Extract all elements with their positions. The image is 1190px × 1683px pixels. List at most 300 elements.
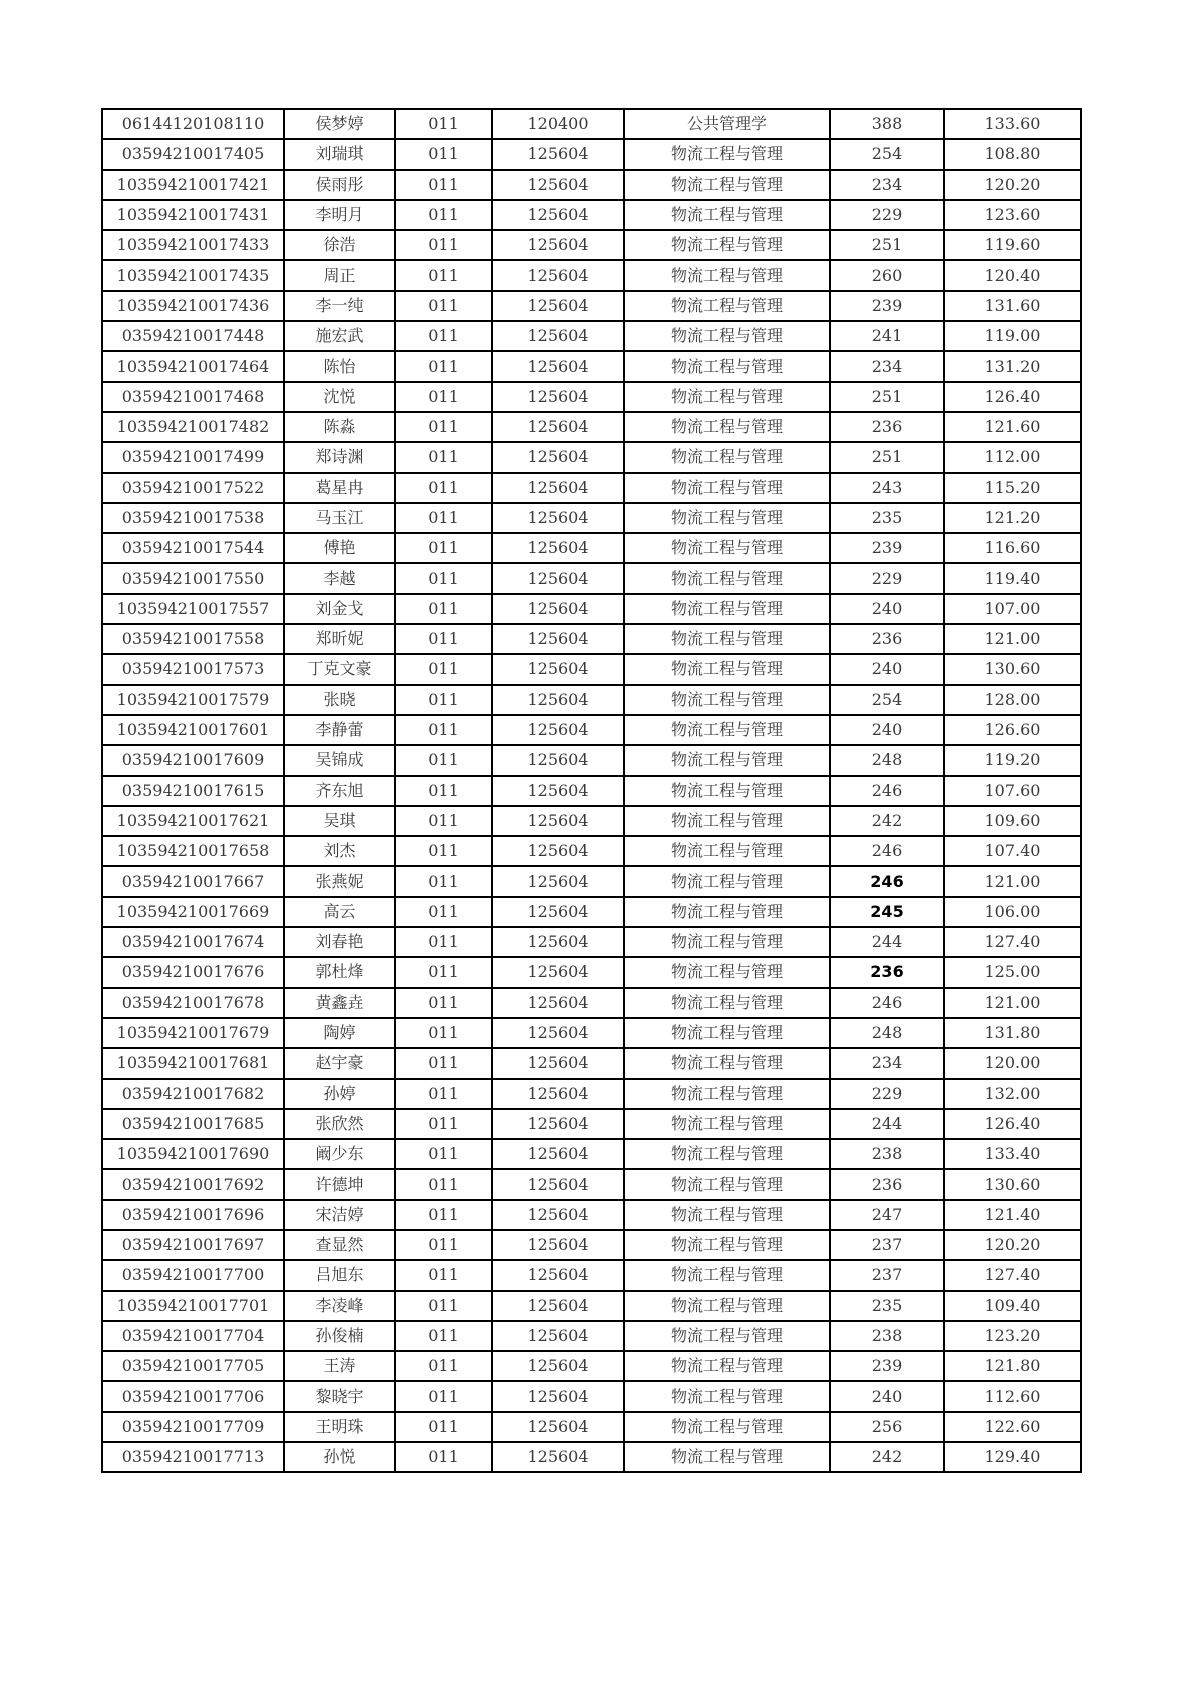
major-code-cell: 125604 [492,139,624,169]
unit-code-cell: 011 [395,563,492,593]
exam-score-cell: 235 [830,1291,944,1321]
retest-score-cell: 121.40 [944,1200,1081,1230]
major-code-cell: 125604 [492,654,624,684]
unit-code-cell: 011 [395,321,492,351]
major-code-cell: 125604 [492,1381,624,1411]
exam-score-cell: 246 [830,866,944,896]
retest-score-cell: 125.00 [944,957,1081,987]
candidate-name-cell: 李静蕾 [284,715,395,745]
candidate-id-cell: 03594210017685 [102,1109,284,1139]
retest-score-cell: 132.00 [944,1079,1081,1109]
unit-code-cell: 011 [395,836,492,866]
candidate-name-cell: 施宏武 [284,321,395,351]
retest-score-cell: 121.00 [944,624,1081,654]
table-row [102,1079,1081,1109]
unit-code-cell: 011 [395,170,492,200]
candidate-id-cell: 103594210017701 [102,1291,284,1321]
major-name-cell: 物流工程与管理 [624,897,830,927]
candidate-name-cell: 陈淼 [284,412,395,442]
unit-code-cell: 011 [395,1169,492,1199]
retest-score-cell: 126.40 [944,382,1081,412]
unit-code-cell: 011 [395,260,492,290]
exam-score-cell: 234 [830,170,944,200]
table-row [102,1291,1081,1321]
exam-score-cell: 239 [830,291,944,321]
candidate-name-cell: 吴琪 [284,806,395,836]
table-row [102,776,1081,806]
score-table [101,108,1082,1473]
table-row [102,291,1081,321]
retest-score-cell: 107.60 [944,776,1081,806]
candidate-id-cell: 03594210017667 [102,866,284,896]
candidate-id-cell: 03594210017544 [102,533,284,563]
retest-score-cell: 126.40 [944,1109,1081,1139]
retest-score-cell: 121.60 [944,412,1081,442]
candidate-id-cell: 103594210017679 [102,1018,284,1048]
candidate-id-cell: 06144120108110 [102,109,284,139]
unit-code-cell: 011 [395,139,492,169]
candidate-id-cell: 03594210017676 [102,957,284,987]
unit-code-cell: 011 [395,897,492,927]
candidate-id-cell: 03594210017706 [102,1381,284,1411]
candidate-name-cell: 黄鑫垚 [284,988,395,1018]
exam-score-cell: 229 [830,1079,944,1109]
exam-score-cell: 238 [830,1321,944,1351]
candidate-id-cell: 103594210017431 [102,200,284,230]
exam-score-cell: 240 [830,654,944,684]
candidate-id-cell: 103594210017435 [102,260,284,290]
candidate-name-cell: 郑诗渊 [284,442,395,472]
exam-score-cell: 239 [830,1351,944,1381]
retest-score-cell: 133.60 [944,109,1081,139]
major-name-cell: 物流工程与管理 [624,1018,830,1048]
table-row [102,533,1081,563]
candidate-name-cell: 宋洁婷 [284,1200,395,1230]
major-code-cell: 120400 [492,109,624,139]
table-row [102,321,1081,351]
unit-code-cell: 011 [395,776,492,806]
major-name-cell: 物流工程与管理 [624,1230,830,1260]
unit-code-cell: 011 [395,1260,492,1290]
candidate-id-cell: 03594210017538 [102,503,284,533]
major-code-cell: 125604 [492,1018,624,1048]
unit-code-cell: 011 [395,1321,492,1351]
major-code-cell: 125604 [492,1200,624,1230]
retest-score-cell: 123.60 [944,200,1081,230]
candidate-id-cell: 03594210017615 [102,776,284,806]
major-code-cell: 125604 [492,1109,624,1139]
major-name-cell: 物流工程与管理 [624,170,830,200]
major-name-cell: 物流工程与管理 [624,776,830,806]
exam-score-cell: 243 [830,473,944,503]
retest-score-cell: 112.00 [944,442,1081,472]
unit-code-cell: 011 [395,745,492,775]
candidate-id-cell: 103594210017557 [102,594,284,624]
candidate-id-cell: 103594210017658 [102,836,284,866]
major-name-cell: 物流工程与管理 [624,624,830,654]
major-code-cell: 125604 [492,533,624,563]
unit-code-cell: 011 [395,1381,492,1411]
table-row [102,1109,1081,1139]
candidate-name-cell: 赵宇豪 [284,1048,395,1078]
unit-code-cell: 011 [395,1018,492,1048]
retest-score-cell: 127.40 [944,1260,1081,1290]
candidate-id-cell: 03594210017468 [102,382,284,412]
unit-code-cell: 011 [395,473,492,503]
major-code-cell: 125604 [492,442,624,472]
retest-score-cell: 130.60 [944,1169,1081,1199]
retest-score-cell: 121.00 [944,866,1081,896]
major-name-cell: 公共管理学 [624,109,830,139]
table-row [102,230,1081,260]
major-name-cell: 物流工程与管理 [624,442,830,472]
candidate-id-cell: 03594210017704 [102,1321,284,1351]
exam-score-cell: 236 [830,624,944,654]
major-code-cell: 125604 [492,473,624,503]
candidate-id-cell: 103594210017436 [102,291,284,321]
table-row [102,1230,1081,1260]
major-name-cell: 物流工程与管理 [624,957,830,987]
exam-score-cell: 236 [830,412,944,442]
major-code-cell: 125604 [492,806,624,836]
candidate-name-cell: 孙婷 [284,1079,395,1109]
major-name-cell: 物流工程与管理 [624,594,830,624]
retest-score-cell: 127.40 [944,927,1081,957]
table-row [102,715,1081,745]
retest-score-cell: 131.60 [944,291,1081,321]
candidate-name-cell: 黎晓宇 [284,1381,395,1411]
exam-score-cell: 251 [830,442,944,472]
unit-code-cell: 011 [395,109,492,139]
table-row [102,109,1081,139]
unit-code-cell: 011 [395,200,492,230]
major-name-cell: 物流工程与管理 [624,927,830,957]
exam-score-cell: 247 [830,1200,944,1230]
candidate-id-cell: 03594210017700 [102,1260,284,1290]
candidate-name-cell: 周正 [284,260,395,290]
candidate-name-cell: 孙悦 [284,1442,395,1472]
retest-score-cell: 119.00 [944,321,1081,351]
major-code-cell: 125604 [492,1351,624,1381]
major-name-cell: 物流工程与管理 [624,988,830,1018]
unit-code-cell: 011 [395,1291,492,1321]
candidate-id-cell: 103594210017433 [102,230,284,260]
retest-score-cell: 112.60 [944,1381,1081,1411]
candidate-name-cell: 葛星冉 [284,473,395,503]
major-code-cell: 125604 [492,321,624,351]
table-row [102,927,1081,957]
unit-code-cell: 011 [395,957,492,987]
candidate-id-cell: 03594210017522 [102,473,284,503]
major-name-cell: 物流工程与管理 [624,1200,830,1230]
major-name-cell: 物流工程与管理 [624,1442,830,1472]
major-name-cell: 物流工程与管理 [624,260,830,290]
exam-score-cell: 234 [830,1048,944,1078]
exam-score-cell: 241 [830,321,944,351]
table-row [102,1260,1081,1290]
exam-score-cell: 388 [830,109,944,139]
candidate-id-cell: 103594210017464 [102,351,284,381]
exam-score-cell: 254 [830,139,944,169]
major-name-cell: 物流工程与管理 [624,1079,830,1109]
major-name-cell: 物流工程与管理 [624,473,830,503]
unit-code-cell: 011 [395,594,492,624]
table-row [102,866,1081,896]
candidate-id-cell: 03594210017674 [102,927,284,957]
candidate-id-cell: 103594210017579 [102,685,284,715]
candidate-id-cell: 03594210017692 [102,1169,284,1199]
candidate-name-cell: 刘瑞琪 [284,139,395,169]
table-row [102,351,1081,381]
major-name-cell: 物流工程与管理 [624,503,830,533]
major-name-cell: 物流工程与管理 [624,200,830,230]
candidate-name-cell: 侯梦婷 [284,109,395,139]
unit-code-cell: 011 [395,1200,492,1230]
major-name-cell: 物流工程与管理 [624,1109,830,1139]
major-code-cell: 125604 [492,1442,624,1472]
retest-score-cell: 130.60 [944,654,1081,684]
unit-code-cell: 011 [395,503,492,533]
candidate-name-cell: 郭杜烽 [284,957,395,987]
candidate-id-cell: 103594210017621 [102,806,284,836]
major-code-cell: 125604 [492,927,624,957]
exam-score-cell: 240 [830,715,944,745]
retest-score-cell: 119.20 [944,745,1081,775]
major-name-cell: 物流工程与管理 [624,1169,830,1199]
unit-code-cell: 011 [395,1351,492,1381]
major-name-cell: 物流工程与管理 [624,866,830,896]
exam-score-cell: 238 [830,1139,944,1169]
major-code-cell: 125604 [492,260,624,290]
major-name-cell: 物流工程与管理 [624,139,830,169]
retest-score-cell: 107.40 [944,836,1081,866]
retest-score-cell: 109.40 [944,1291,1081,1321]
candidate-id-cell: 103594210017690 [102,1139,284,1169]
major-code-cell: 125604 [492,200,624,230]
major-code-cell: 125604 [492,1291,624,1321]
major-name-cell: 物流工程与管理 [624,291,830,321]
candidate-name-cell: 齐东旭 [284,776,395,806]
table-row [102,745,1081,775]
candidate-name-cell: 吕旭东 [284,1260,395,1290]
candidate-name-cell: 张燕妮 [284,866,395,896]
retest-score-cell: 115.20 [944,473,1081,503]
table-row [102,1139,1081,1169]
major-name-cell: 物流工程与管理 [624,1321,830,1351]
retest-score-cell: 129.40 [944,1442,1081,1472]
table-row [102,685,1081,715]
unit-code-cell: 011 [395,654,492,684]
major-code-cell: 125604 [492,291,624,321]
major-code-cell: 125604 [492,1412,624,1442]
candidate-name-cell: 郑昕妮 [284,624,395,654]
candidate-id-cell: 03594210017573 [102,654,284,684]
major-name-cell: 物流工程与管理 [624,654,830,684]
exam-score-cell: 248 [830,745,944,775]
exam-score-cell: 240 [830,1381,944,1411]
major-name-cell: 物流工程与管理 [624,1260,830,1290]
table-row [102,139,1081,169]
unit-code-cell: 011 [395,1079,492,1109]
exam-score-cell: 245 [830,897,944,927]
candidate-id-cell: 103594210017601 [102,715,284,745]
unit-code-cell: 011 [395,230,492,260]
major-code-cell: 125604 [492,624,624,654]
candidate-name-cell: 李凌峰 [284,1291,395,1321]
exam-score-cell: 244 [830,927,944,957]
unit-code-cell: 011 [395,412,492,442]
major-code-cell: 125604 [492,1321,624,1351]
candidate-id-cell: 03594210017682 [102,1079,284,1109]
unit-code-cell: 011 [395,624,492,654]
retest-score-cell: 121.20 [944,503,1081,533]
exam-score-cell: 234 [830,351,944,381]
major-code-cell: 125604 [492,1260,624,1290]
exam-score-cell: 229 [830,563,944,593]
major-code-cell: 125604 [492,170,624,200]
candidate-name-cell: 张晓 [284,685,395,715]
candidate-name-cell: 许德坤 [284,1169,395,1199]
table-row [102,503,1081,533]
retest-score-cell: 119.60 [944,230,1081,260]
candidate-name-cell: 阚少东 [284,1139,395,1169]
retest-score-cell: 109.60 [944,806,1081,836]
candidate-id-cell: 103594210017669 [102,897,284,927]
exam-score-cell: 239 [830,533,944,563]
major-code-cell: 125604 [492,1169,624,1199]
retest-score-cell: 108.80 [944,139,1081,169]
table-row [102,806,1081,836]
exam-score-cell: 229 [830,200,944,230]
candidate-id-cell: 03594210017609 [102,745,284,775]
unit-code-cell: 011 [395,806,492,836]
unit-code-cell: 011 [395,442,492,472]
candidate-id-cell: 103594210017681 [102,1048,284,1078]
major-code-cell: 125604 [492,685,624,715]
retest-score-cell: 120.20 [944,1230,1081,1260]
exam-score-cell: 260 [830,260,944,290]
major-code-cell: 125604 [492,1230,624,1260]
exam-score-cell: 246 [830,776,944,806]
table-row [102,594,1081,624]
major-code-cell: 125604 [492,412,624,442]
candidate-name-cell: 李一纯 [284,291,395,321]
major-name-cell: 物流工程与管理 [624,412,830,442]
exam-score-cell: 242 [830,1442,944,1472]
major-name-cell: 物流工程与管理 [624,1291,830,1321]
unit-code-cell: 011 [395,715,492,745]
unit-code-cell: 011 [395,685,492,715]
major-code-cell: 125604 [492,351,624,381]
candidate-id-cell: 03594210017550 [102,563,284,593]
unit-code-cell: 011 [395,1230,492,1260]
major-code-cell: 125604 [492,897,624,927]
major-code-cell: 125604 [492,957,624,987]
candidate-id-cell: 03594210017696 [102,1200,284,1230]
major-code-cell: 125604 [492,1139,624,1169]
major-name-cell: 物流工程与管理 [624,1048,830,1078]
table-row [102,654,1081,684]
exam-score-cell: 242 [830,806,944,836]
table-row [102,1381,1081,1411]
exam-score-cell: 237 [830,1260,944,1290]
exam-score-cell: 254 [830,685,944,715]
major-code-cell: 125604 [492,503,624,533]
unit-code-cell: 011 [395,927,492,957]
unit-code-cell: 011 [395,1442,492,1472]
table-row [102,382,1081,412]
candidate-name-cell: 刘杰 [284,836,395,866]
major-code-cell: 125604 [492,594,624,624]
candidate-name-cell: 傅艳 [284,533,395,563]
unit-code-cell: 011 [395,1048,492,1078]
candidate-name-cell: 高云 [284,897,395,927]
major-name-cell: 物流工程与管理 [624,715,830,745]
candidate-name-cell: 李明月 [284,200,395,230]
retest-score-cell: 133.40 [944,1139,1081,1169]
candidate-id-cell: 103594210017421 [102,170,284,200]
retest-score-cell: 131.20 [944,351,1081,381]
major-name-cell: 物流工程与管理 [624,351,830,381]
major-name-cell: 物流工程与管理 [624,1351,830,1381]
candidate-name-cell: 刘春艳 [284,927,395,957]
unit-code-cell: 011 [395,1412,492,1442]
candidate-id-cell: 03594210017713 [102,1442,284,1472]
unit-code-cell: 011 [395,1139,492,1169]
major-name-cell: 物流工程与管理 [624,1412,830,1442]
table-row [102,836,1081,866]
retest-score-cell: 116.60 [944,533,1081,563]
table-row [102,260,1081,290]
exam-score-cell: 256 [830,1412,944,1442]
table-row [102,412,1081,442]
exam-score-cell: 251 [830,382,944,412]
major-name-cell: 物流工程与管理 [624,1381,830,1411]
major-code-cell: 125604 [492,745,624,775]
exam-score-cell: 236 [830,1169,944,1199]
candidate-name-cell: 徐浩 [284,230,395,260]
exam-score-cell: 240 [830,594,944,624]
candidate-id-cell: 03594210017405 [102,139,284,169]
unit-code-cell: 011 [395,988,492,1018]
candidate-name-cell: 陈怡 [284,351,395,381]
candidate-name-cell: 陶婷 [284,1018,395,1048]
retest-score-cell: 128.00 [944,685,1081,715]
major-name-cell: 物流工程与管理 [624,321,830,351]
table-row [102,624,1081,654]
major-code-cell: 125604 [492,866,624,896]
table-row [102,988,1081,1018]
table-row [102,1351,1081,1381]
major-code-cell: 125604 [492,563,624,593]
score-table-body [102,109,1081,1472]
candidate-name-cell: 李越 [284,563,395,593]
major-name-cell: 物流工程与管理 [624,563,830,593]
major-code-cell: 125604 [492,1079,624,1109]
table-row [102,1048,1081,1078]
major-code-cell: 125604 [492,230,624,260]
unit-code-cell: 011 [395,382,492,412]
table-row [102,200,1081,230]
major-name-cell: 物流工程与管理 [624,382,830,412]
candidate-name-cell: 沈悦 [284,382,395,412]
major-code-cell: 125604 [492,715,624,745]
candidate-name-cell: 马玉江 [284,503,395,533]
retest-score-cell: 121.80 [944,1351,1081,1381]
candidate-name-cell: 丁克文豪 [284,654,395,684]
major-name-cell: 物流工程与管理 [624,230,830,260]
candidate-id-cell: 03594210017709 [102,1412,284,1442]
